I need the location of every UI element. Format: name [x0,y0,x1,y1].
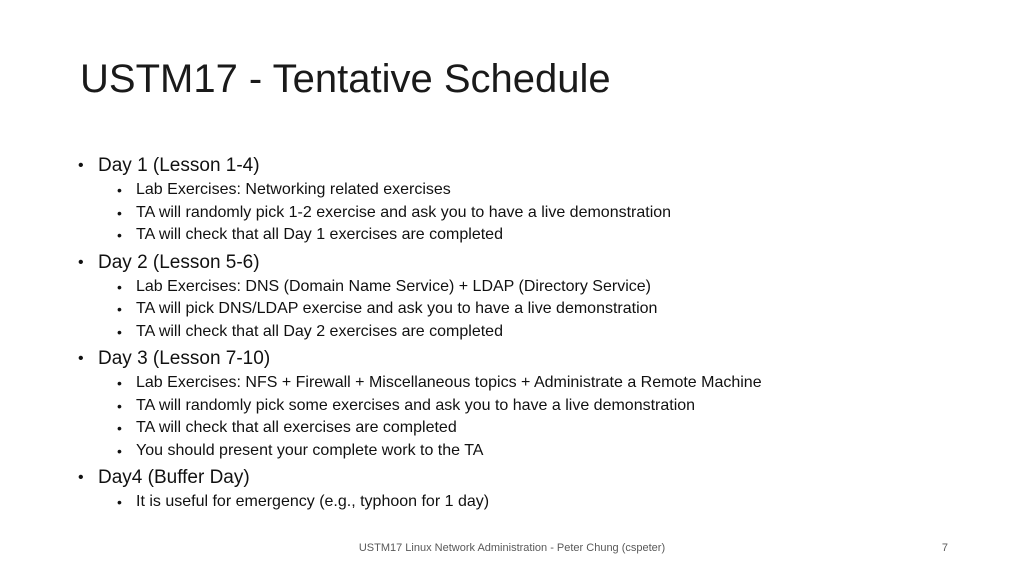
sublist-item-text: Lab Exercises: NFS + Firewall + Miscellaneous topics + Administrate a Remote Machine [136,374,762,391]
sublist-item-text: TA will check that all Day 2 exercises are completed [136,322,503,340]
sublist-item-text: Lab Exercises: Networking related exercises [136,181,451,198]
sublist [98,372,958,462]
sublist-item [98,321,958,344]
bullet: • [117,301,122,317]
list-item-day-2 [78,249,958,344]
sublist-item [98,224,958,247]
slide-content [78,150,958,514]
bullet: • [78,469,84,486]
list-item-label: Day 1 (Lesson 1-4) [98,155,260,176]
bullet: • [117,375,122,391]
sublist [98,179,958,247]
sublist-item [98,298,958,321]
slide-footer: USTM17 Linux Network Administration - Peter Chung (cspeter) [358,542,666,554]
bullet: • [117,323,122,340]
sublist [98,276,958,344]
bullet: • [78,350,84,367]
list-item-label: Day4 (Buffer Day) [98,467,250,488]
sublist-item [98,372,958,395]
sublist-item [98,440,958,463]
list-item-day-4 [78,464,958,514]
bullet: • [78,253,84,271]
sublist-item [98,179,958,202]
sublist-item [98,395,958,418]
sublist-item-text: Lab Exercises: DNS (Domain Name Service) + LDAP (Directory Service) [136,277,651,295]
bullet: • [117,227,122,243]
sublist-item [98,202,958,225]
page-number: 7 [941,542,948,554]
bullet: • [117,494,122,510]
sublist [98,491,958,514]
bullet: • [117,397,122,414]
sublist-item [98,491,958,514]
sublist-item-text: TA will randomly pick 1-2 exercise and ask you to have a live demonstration [136,203,672,221]
list-item-label: Day 3 (Lesson 7-10) [98,348,271,369]
list-item-label: Day 2 (Lesson 5-6) [98,251,260,273]
schedule-list [78,152,958,514]
list-item-day-1 [78,152,958,247]
slide-title: USTM17 - Tentative Schedule [80,57,611,101]
bullet: • [78,157,84,174]
bullet: • [117,204,122,221]
bullet: • [117,442,122,459]
sublist-item-text: TA will pick DNS/LDAP exercise and ask you to have a live demonstration [136,300,658,317]
list-item-day-3 [78,345,958,462]
sublist-item-text: It is useful for emergency (e.g., typhoon for 1 day) [136,493,490,510]
bullet: • [117,278,122,295]
sublist-item-text: TA will randomly pick some exercises and ask you to have a live demonstration [136,396,696,414]
sublist-item-text: TA will check that all Day 1 exercises are completed [136,226,503,243]
bullet: • [117,182,122,198]
sublist-item-text: TA will check that all exercises are completed [136,419,457,436]
sublist-item [98,276,958,299]
bullet: • [117,420,122,436]
sublist-item [98,417,958,440]
sublist-item-text: You should present your complete work to the TA [136,441,484,459]
